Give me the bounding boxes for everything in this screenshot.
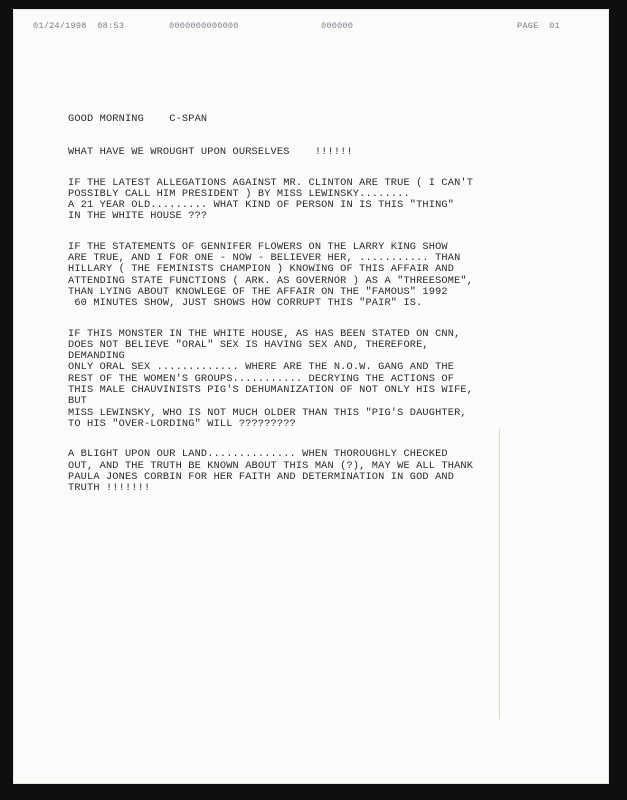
spacer — [68, 159, 568, 178]
text-line: BUT — [68, 395, 87, 408]
text-line: ATTENDING STATE FUNCTIONS ( ARK. AS GOVERNOR ) AS A "THREESOME", — [68, 274, 474, 287]
text-line: PAULA JONES CORBIN FOR HER FAITH AND DETERMINATION IN GOD AND — [68, 470, 455, 483]
page-fold-mark — [499, 429, 500, 719]
text-line: OUT, AND THE TRUTH BE KNOWN ABOUT THIS MAN (?), MAY WE ALL THANK — [68, 459, 474, 472]
paragraph-3 — [68, 329, 568, 431]
text-line: DEMANDING — [68, 350, 125, 363]
fax-code: 000000 — [321, 21, 354, 31]
spacer — [68, 430, 568, 449]
spacer — [68, 125, 568, 147]
fax-date-time — [33, 21, 124, 31]
paragraph-2 — [68, 242, 568, 310]
text-line: A BLIGHT UPON OUR LAND.............. WHEN THOROUGHLY CHECKED — [68, 448, 448, 461]
fax-page-number: PAGE 01 — [517, 21, 560, 31]
fax-page — [13, 9, 609, 784]
text-line: THIS MALE CHAUVINISTS PIG'S DEHUMANIZATION OF NOT ONLY HIS WIFE, — [68, 384, 474, 397]
paragraph-4 — [68, 449, 568, 494]
letter-body — [68, 114, 568, 494]
text-line: A 21 YEAR OLD......... WHAT KIND OF PERSON IN IS THIS "THING" — [68, 199, 455, 212]
text-line: POSSIBLY CALL HIM PRESIDENT ) BY MISS LEWINSKY........ — [68, 187, 410, 200]
text-line: ARE TRUE, AND I FOR ONE - NOW - BELIEVER HER, ........... THAN — [68, 252, 461, 265]
text-line: 60 MINUTES SHOW, JUST SHOWS HOW CORRUPT THIS "PAIR" IS. — [68, 297, 423, 310]
spacer — [68, 310, 568, 329]
text-line: ONLY ORAL SEX ............. WHERE ARE THE N.O.W. GANG AND THE — [68, 361, 455, 374]
text-line: TO HIS "OVER-LORDING" WILL ????????? — [68, 417, 296, 430]
text-line: IF THE LATEST ALLEGATIONS AGAINST MR. CLINTON ARE TRUE ( I CAN'T — [68, 176, 474, 189]
spacer — [68, 223, 568, 242]
text-line: REST OF THE WOMEN'S GROUPS........... DECRYING THE ACTIONS OF — [68, 372, 455, 385]
text-line: IN THE WHITE HOUSE ??? — [68, 210, 208, 223]
text-line: TRUTH !!!!!!! — [68, 482, 151, 495]
fax-date: 01/24/1998 — [33, 21, 87, 31]
fax-number: 0000000000000 — [169, 21, 239, 31]
fax-time: 08:53 — [97, 21, 125, 31]
headline: WHAT HAVE WE WROUGHT UPON OURSELVES !!!!!! — [68, 146, 353, 159]
greeting: GOOD MORNING C-SPAN — [68, 113, 208, 125]
text-line: MISS LEWINSKY, WHO IS NOT MUCH OLDER THAN THIS "PIG'S DAUGHTER, — [68, 406, 467, 419]
text-line: IF THE STATEMENTS OF GENNIFER FLOWERS ON THE LARRY KING SHOW — [68, 240, 448, 253]
paragraph-1 — [68, 178, 568, 223]
text-line: THAN LYING ABOUT KNOWLEGE OF THE AFFAIR ON THE "FAMOUS" 1992 — [68, 285, 448, 298]
text-line: IF THIS MONSTER IN THE WHITE HOUSE, AS HAS BEEN STATED ON CNN, — [68, 327, 461, 340]
fax-header — [33, 21, 560, 81]
text-line: DOES NOT BELIEVE "ORAL" SEX IS HAVING SEX AND, THEREFORE, — [68, 338, 429, 351]
text-line: HILLARY ( THE FEMINISTS CHAMPION ) KNOWING OF THIS AFFAIR AND — [68, 263, 455, 276]
